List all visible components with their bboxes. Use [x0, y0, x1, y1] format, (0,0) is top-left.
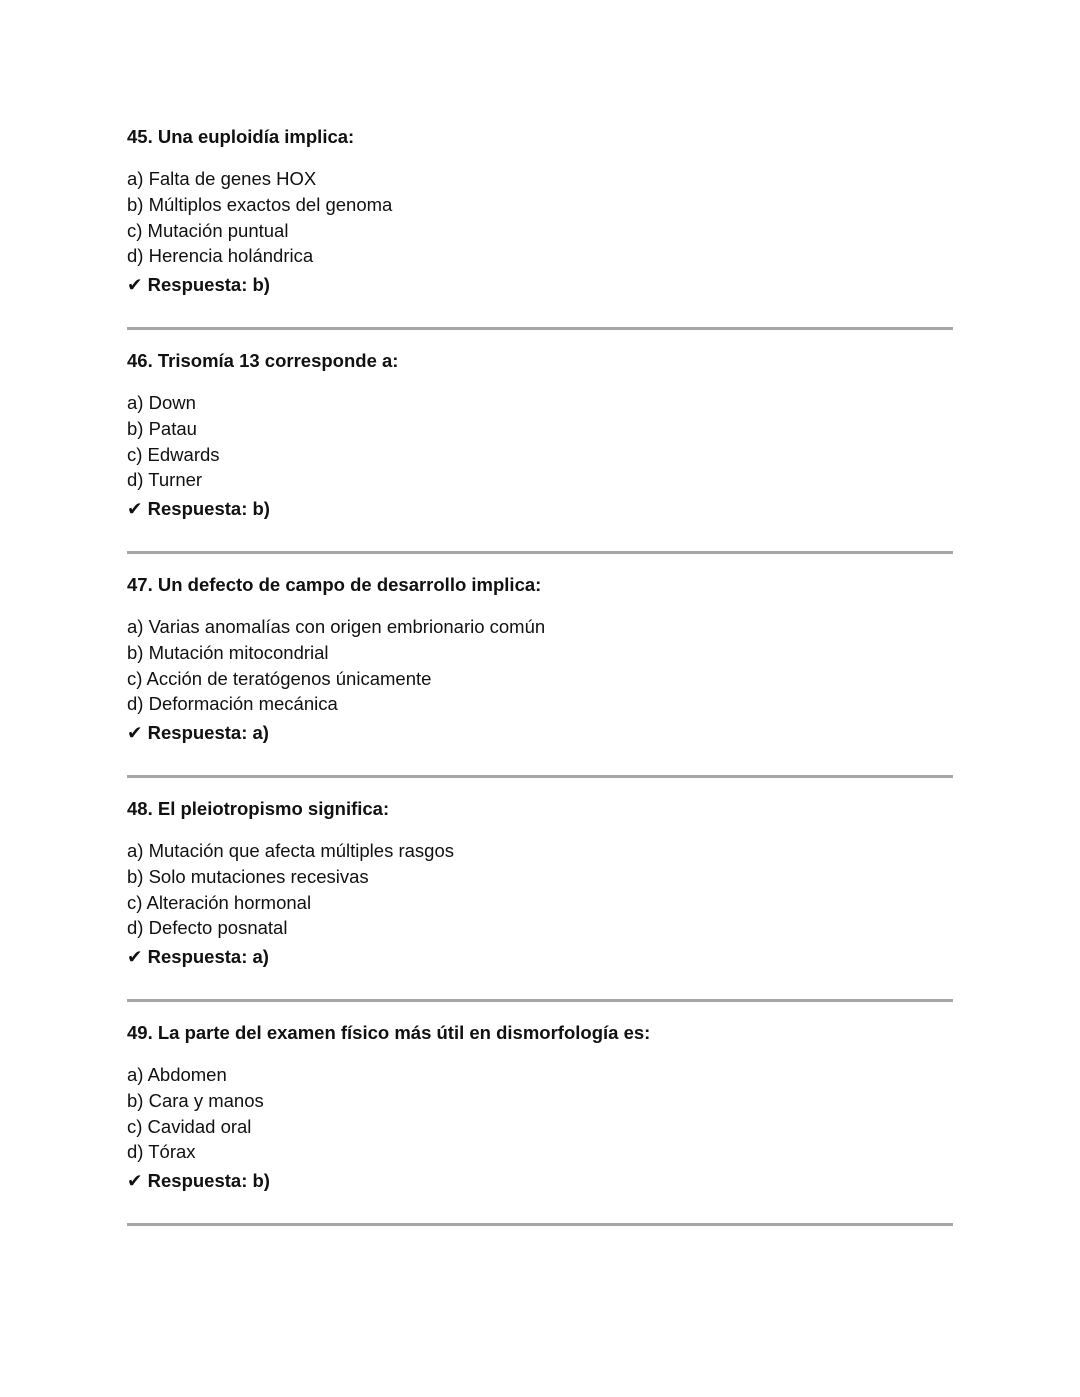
question-title: 49. La parte del examen físico más útil en dismorfología es: — [127, 1022, 651, 1043]
divider — [127, 327, 953, 330]
option-a: a) Falta de genes HOX — [127, 168, 317, 189]
option-d: d) Herencia holándrica — [127, 245, 314, 267]
options-list — [127, 166, 953, 269]
option-b: b) Múltiplos exactos del genoma — [127, 193, 393, 215]
option-c: c) Alteración hormonal — [127, 891, 312, 913]
question-48 — [127, 796, 953, 1020]
option-d: d) Tórax — [127, 1141, 196, 1163]
question-46 — [127, 348, 953, 572]
option-a: a) Mutación que afecta múltiples rasgos — [127, 840, 455, 861]
option-d: d) Turner — [127, 469, 203, 491]
options-list — [127, 1062, 953, 1165]
options-list — [127, 838, 953, 941]
answer-line: ✔ Respuesta: b) — [127, 274, 270, 296]
answer-line: ✔ Respuesta: b) — [127, 1170, 270, 1192]
divider — [127, 999, 953, 1002]
question-45 — [127, 124, 953, 348]
options-list — [127, 614, 953, 717]
option-a: a) Down — [127, 392, 196, 413]
answer-line: ✔ Respuesta: b) — [127, 498, 270, 520]
question-title: 47. Un defecto de campo de desarrollo implica: — [127, 574, 542, 595]
option-b: b) Patau — [127, 417, 197, 439]
option-b: b) Solo mutaciones recesivas — [127, 865, 369, 887]
option-c: c) Cavidad oral — [127, 1115, 252, 1137]
question-47 — [127, 572, 953, 796]
document-page — [127, 124, 953, 1244]
option-a: a) Abdomen — [127, 1064, 227, 1085]
option-d: d) Deformación mecánica — [127, 693, 338, 715]
options-list — [127, 390, 953, 493]
divider — [127, 551, 953, 554]
question-title: 46. Trisomía 13 corresponde a: — [127, 350, 399, 371]
answer-line: ✔ Respuesta: a) — [127, 722, 269, 744]
option-c: c) Edwards — [127, 443, 220, 465]
divider — [127, 775, 953, 778]
question-title: 45. Una euploidía implica: — [127, 126, 355, 147]
option-c: c) Mutación puntual — [127, 219, 289, 241]
question-title: 48. El pleiotropismo significa: — [127, 798, 390, 819]
option-b: b) Cara y manos — [127, 1089, 264, 1111]
option-d: d) Defecto posnatal — [127, 917, 288, 939]
option-c: c) Acción de teratógenos únicamente — [127, 667, 432, 689]
option-b: b) Mutación mitocondrial — [127, 641, 329, 663]
divider — [127, 1223, 953, 1226]
answer-line: ✔ Respuesta: a) — [127, 946, 269, 968]
question-49 — [127, 1020, 953, 1244]
option-a: a) Varias anomalías con origen embrionario común — [127, 616, 546, 637]
